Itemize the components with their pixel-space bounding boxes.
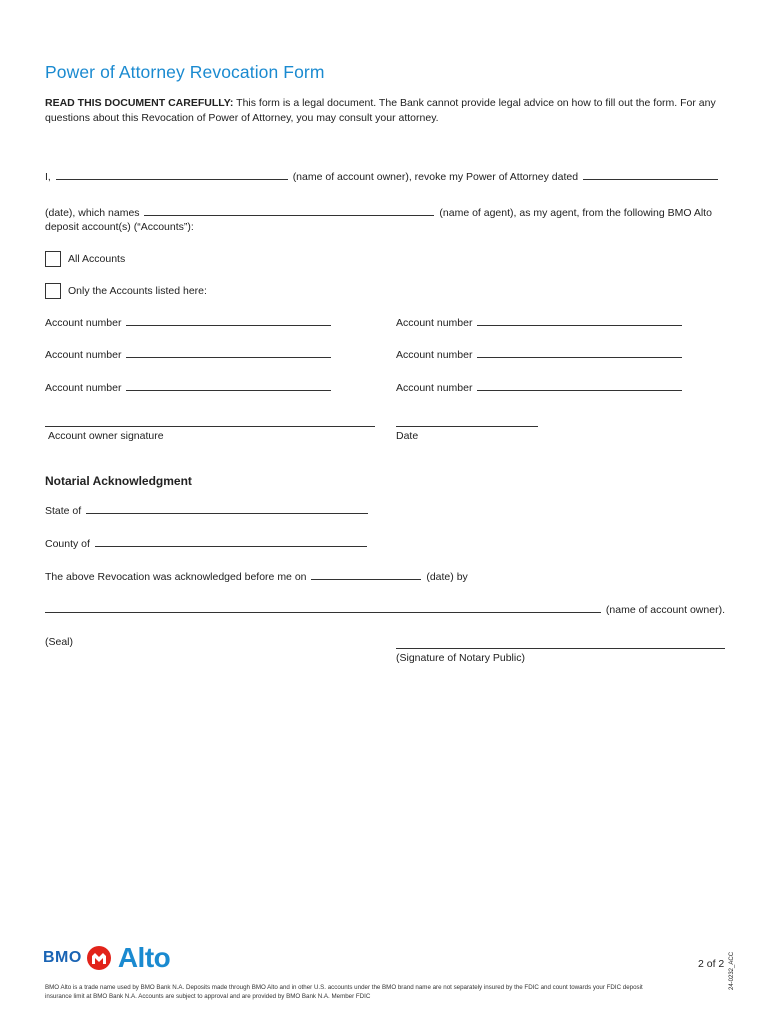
- state-label: State of: [45, 505, 82, 517]
- ack-prefix: The above Revocation was acknowledged before me on: [45, 571, 307, 583]
- date-mid: (name of agent), as my agent, from the following BMO Alto: [439, 207, 712, 219]
- notary-heading: Notarial Acknowledgment: [45, 474, 192, 488]
- state-field[interactable]: [86, 504, 368, 514]
- footer-disclaimer: BMO Alto is a trade name used by BMO Bank N.A. Deposits made through BMO Alto and in other U.S. accounts under the BMO brand name are not separately insured by the FDIC and count towards your FDIC deposit insurance limit at BMO Bank N.A. Accounts are subject to approval and are provided by BMO Bank N.A. Member FDIC: [45, 984, 643, 1000]
- seal-label: (Seal): [45, 636, 74, 648]
- county-label: County of: [45, 538, 90, 550]
- owner-signature-field[interactable]: [45, 426, 375, 427]
- ack-date-field[interactable]: [311, 570, 421, 580]
- account-number-field[interactable]: [126, 316, 331, 326]
- page-number: 2 of 2: [698, 958, 725, 970]
- alto-wordmark: Alto: [117, 942, 171, 973]
- intro-text: This form is a legal document. The Bank cannot provide legal advice on how to fill out the form. For any questions about this Revocation of Power of Attorney, you may consult your attorney.: [45, 97, 716, 124]
- revoke-prefix: I,: [45, 171, 51, 183]
- listed-accounts-label: Only the Accounts listed here:: [68, 285, 207, 297]
- date-label: Date: [396, 430, 419, 442]
- revoke-mid: (name of account owner), revoke my Power of Attorney dated: [292, 171, 579, 183]
- account-owner-name-field[interactable]: [56, 170, 288, 180]
- agent-name-field[interactable]: [144, 206, 434, 216]
- county-field[interactable]: [95, 537, 367, 547]
- state-row: [45, 504, 370, 517]
- ack-owner-name-field[interactable]: [45, 603, 601, 613]
- owner-signature-label: Account owner signature: [48, 430, 164, 442]
- date-prefix: (date), which names: [45, 207, 140, 219]
- bmo-roundel-icon: [87, 946, 111, 970]
- ack-suffix: (date) by: [426, 571, 468, 583]
- account-number-row: [396, 316, 684, 329]
- acknowledgment-row: [45, 570, 468, 583]
- intro-bold: READ THIS DOCUMENT CAREFULLY:: [45, 97, 234, 109]
- account-number-field[interactable]: [477, 348, 682, 358]
- bmo-alto-logo: [43, 942, 170, 974]
- accounts-line: deposit account(s) (“Accounts”):: [45, 221, 194, 233]
- account-number-row: [396, 381, 684, 394]
- poa-date-field[interactable]: [583, 170, 718, 180]
- account-number-row: [45, 316, 333, 329]
- account-number-field[interactable]: [126, 381, 331, 391]
- agent-line: [45, 206, 712, 219]
- form-code: 24-0232_ACC: [729, 951, 735, 990]
- county-row: [45, 537, 369, 550]
- notary-signature-field[interactable]: [396, 648, 725, 649]
- listed-accounts-checkbox[interactable]: [45, 283, 61, 299]
- all-accounts-label: All Accounts: [68, 253, 126, 265]
- revoke-line: [45, 170, 720, 183]
- all-accounts-checkbox[interactable]: [45, 251, 61, 267]
- account-number-label: Account number: [45, 382, 122, 394]
- account-number-label: Account number: [45, 349, 122, 361]
- signature-date-field[interactable]: [396, 426, 538, 427]
- owner-name-row: [45, 603, 725, 616]
- account-number-label: Account number: [396, 349, 473, 361]
- account-number-field[interactable]: [126, 348, 331, 358]
- bmo-wordmark: BMO: [43, 949, 82, 966]
- notary-signature-label: (Signature of Notary Public): [396, 652, 525, 664]
- account-number-field[interactable]: [477, 316, 682, 326]
- owner-suffix: (name of account owner).: [605, 604, 725, 616]
- account-number-row: [45, 348, 333, 361]
- account-number-field[interactable]: [477, 381, 682, 391]
- account-number-row: [45, 381, 333, 394]
- account-number-label: Account number: [396, 382, 473, 394]
- form-title: Power of Attorney Revocation Form: [45, 62, 325, 82]
- account-number-label: Account number: [45, 317, 122, 329]
- intro-paragraph: [45, 96, 725, 126]
- account-number-row: [396, 348, 684, 361]
- account-number-label: Account number: [396, 317, 473, 329]
